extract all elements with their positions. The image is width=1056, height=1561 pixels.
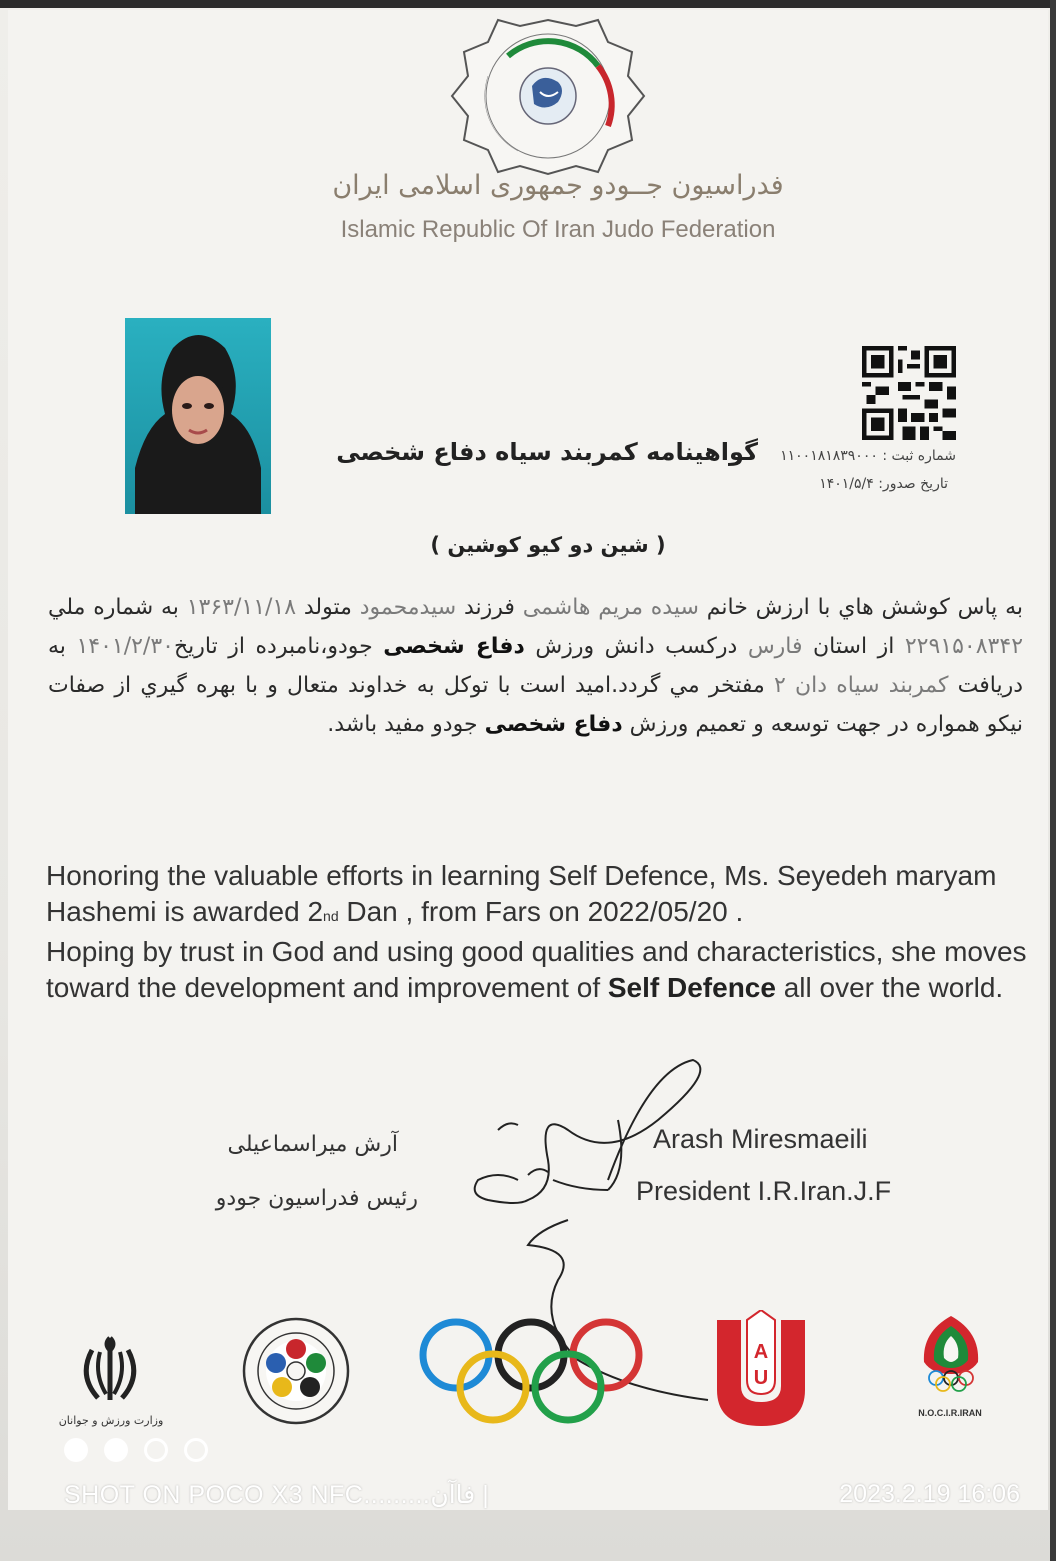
signer-name-fa: آرش میراسماعیلی	[227, 1132, 398, 1157]
portrait-figure-icon	[125, 318, 271, 514]
fa-text: فرزند	[456, 595, 523, 620]
self-defence-bold: Self Defence	[607, 972, 776, 1003]
asian-judo-union-logo-icon	[713, 1310, 809, 1428]
birth-date-fa: ۱۳۶۳/۱۱/۱۸	[186, 595, 297, 620]
qr-code-icon	[860, 346, 958, 440]
noc-iran-logo-icon	[908, 1312, 994, 1392]
signer-role-en: President I.R.Iran.J.F	[636, 1176, 892, 1206]
dan-ordinal: nd	[323, 908, 339, 924]
fa-text: به پاس کوشش هاي با ارزش خانم	[698, 595, 1024, 620]
dot-icon	[64, 1438, 88, 1462]
issue-date: تاریخ صدور: ۱۴۰۱/۵/۴	[819, 476, 948, 492]
certificate-title: گواهینامه کمربند سیاه دفاع شخصی	[336, 438, 758, 466]
portrait-photo	[125, 318, 271, 514]
fa-text: به دریافت	[48, 634, 1023, 698]
persian-body-text	[48, 588, 1023, 744]
rank-fa: کمربند سیاه دان ۲	[773, 673, 949, 698]
fa-text: جودو،نامبرده از تاریخ	[173, 634, 384, 659]
iran-emblem-icon	[70, 1330, 150, 1410]
dot-icon	[144, 1438, 168, 1462]
holder-name-fa: سیده مریم هاشمی	[522, 595, 699, 620]
dot-icon	[184, 1438, 208, 1462]
registration-number: شماره ثبت : ۱۱۰۰۱۸۱۸۳۹۰۰۰	[780, 448, 956, 464]
camera-watermark: SHOT ON POCO X3 NFC.........فاآن |	[64, 1481, 489, 1509]
style-name: ( شین دو کیو کوشین )	[430, 533, 666, 557]
camera-dots	[64, 1438, 224, 1464]
english-body-text	[46, 858, 1031, 1006]
fa-text: از استان	[802, 634, 905, 659]
federation-title-en: Islamic Republic Of Iran Judo Federation	[340, 216, 776, 243]
ijf-logo-icon	[240, 1315, 352, 1427]
fa-text: جودو مفید باشد.	[327, 712, 485, 737]
top-edge	[0, 0, 1056, 8]
fa-text: به شماره ملي	[48, 595, 187, 620]
dot-icon	[104, 1438, 128, 1462]
signer-name-en: Arash Miresmaeili	[653, 1124, 868, 1154]
en-text: all over the world.	[775, 972, 1004, 1003]
ministry-caption: وزارت ورزش و جوانان	[58, 1414, 164, 1427]
province-fa: فارس	[747, 634, 803, 659]
fa-text: درکسب دانش ورزش	[524, 634, 748, 659]
federation-title-fa: فدراسیون جــودو جمهوری اسلامی ایران	[332, 170, 784, 201]
certificate-paper	[8, 10, 1048, 1510]
svg-text:A: A	[753, 1341, 769, 1363]
sport-fa-2: دفاع شخصی	[484, 712, 623, 737]
en-text: Hoping by trust in God and using good qualities and characteristics, she moves toward the development and improvement of	[46, 936, 1027, 1003]
camera-timestamp: 2023.2.19 16:06	[839, 1480, 1020, 1508]
national-id-fa: ۲۲۹۱۵۰۸۳۴۲	[904, 634, 1024, 659]
noc-caption: N.O.C.I.R.IRAN	[918, 1408, 982, 1418]
award-date-fa: ۱۴۰۱/۲/۳۰	[76, 634, 174, 659]
en-text: Dan , from Fars on 2022/05/20 .	[338, 896, 744, 927]
fa-text: متولد	[296, 595, 360, 620]
svg-text:U: U	[753, 1367, 769, 1389]
signer-role-fa: رئیس فدراسیون جودو	[215, 1186, 418, 1211]
father-name-fa: سیدمحمود	[359, 595, 457, 620]
federation-logo-icon	[448, 16, 648, 176]
right-edge	[1050, 0, 1056, 1561]
sport-fa: دفاع شخصی	[383, 634, 525, 659]
olympic-rings-icon	[416, 1315, 646, 1425]
fa-text: مفتخر مي گردد.امید است با توکل به خداوند متعال و با بهره گيري از صفات نیکو همواره در جهت توسعه و تعمیم ورزش	[48, 673, 1023, 737]
en-text: Honoring the valuable efforts in learning Self Defence, Ms. Seyedeh maryam Hashemi is awarded 2	[46, 860, 997, 927]
